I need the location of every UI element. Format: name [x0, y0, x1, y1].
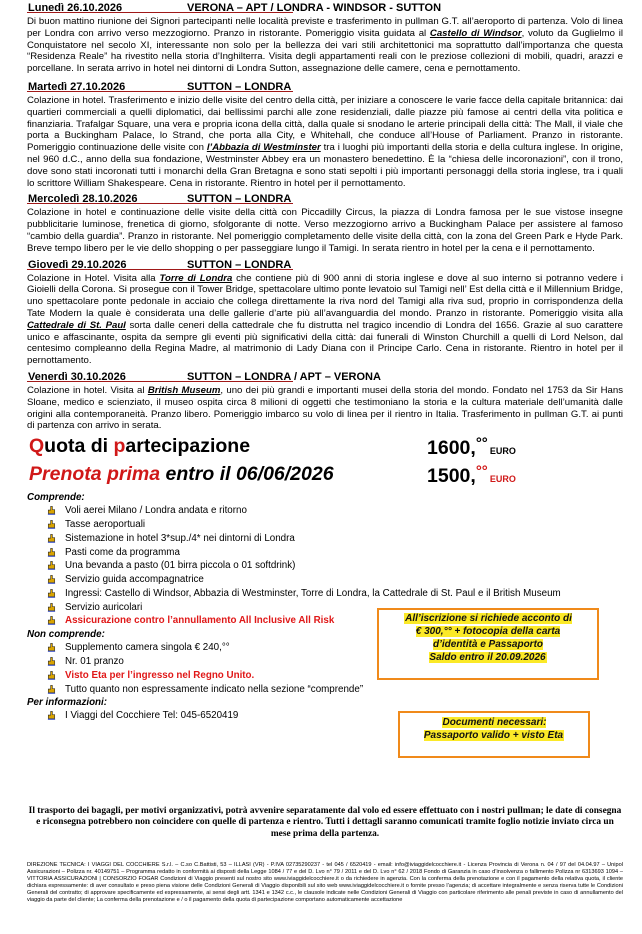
acconto-box: [377, 608, 599, 680]
pointing-hand-icon: [47, 575, 56, 584]
day-section: [27, 81, 623, 189]
list-item: [27, 546, 623, 560]
legal-text: DIREZIONE TECNICA: I VIAGGI DEL COCCHIERE S.r.l. – C.so C.Battisti, 53 – ILLASI (VR) - P.IVA 02735290237 - tel 045 / 6520419 - email: info@iviaggidelcocchiere.it - Licenza Provincia di Verona n. 04 / 97 del 04.04.97 – Unipol Assicurazioni – Polizza nr. 40149751 – Programma redatto in conformità ai disposti della Legge 1084 / 77 e del D. Lvo n° 79 / 2011 e del D. Lvo n° 62 / 2018 Fondo di Garanzia in caso d’insolvenza o fallimento Polizza nr 6313693 1094 – VITTORIA ASSICURAZIONI | CONSORZIO FOGAR Condizioni di Viaggio presenti sul nostro sito www.iviaggidelcocchiere.it o da richiedere in agenzia. Con la conferma della prenotazione e con il pagamento della relativa quota, il cliente dichiara espressamente: di aver consultato e preso piena visione delle Condizioni Generali di Viaggio disponibili sul sito web www.iviaggidelcocchiere.it o fornite presso l’agenzia; di accettare integralmente e senza riserva tutte le Condizioni Generali del contratto; di approvare specificamente ed espressamente, ai sensi degli artt. 1341 e 1342 c.c., le clausole indicate nelle Condizioni Generali di Viaggio con particolare riferimento alle penali previste in caso di annullamento del viaggio da parte del cliente; La conferma della prenotazione e / o il pagamento della quota di partecipazione comportano automaticamente accettazione: [27, 862, 623, 903]
day-description: [27, 273, 623, 367]
day-date: Martedì 27.10.2026: [28, 80, 126, 93]
itinerary: [27, 2, 623, 432]
day-description: [27, 16, 623, 75]
day-date: Lunedì 26.10.2026: [28, 2, 123, 14]
description-text: che contiene più di 900 anni di storia inglese e dove al suo interno si potranno vedere i Gioielli della Corona. Si prosegue con il Tower Bridge, spettacolare ultimo ponte levatoio sul Tamigi nell’ Est della città e il Millennium Bridge, uno spettacolare ponte pedonale in acciaio che collega direttamente la riva nord del Tamigi alla riva sud, proprio in corrispondenza della Tate Modern la quale è considerata una delle gallerie d’arte più all’avanguardia del mondo. Pranzo in ristorante. Pomeriggio visita alla: [27, 272, 623, 319]
day-header: [27, 193, 623, 207]
list-item-text: Supplemento camera singola € 240,°°: [65, 642, 230, 654]
description-text: Colazione in Hotel. Visita alla: [27, 272, 160, 284]
list-item-text: Servizio auricolari: [65, 601, 143, 613]
list-item-text: Tasse aeroportuali: [65, 518, 146, 530]
list-item: [27, 532, 623, 546]
list-item: [27, 683, 623, 697]
list-item-text: Sistemazione in hotel 3*sup./4* nei dintorni di Londra: [65, 532, 295, 544]
day-header: [27, 2, 623, 16]
pointing-hand-icon: [47, 520, 56, 529]
day-route: SUTTON – LONDRA: [187, 258, 292, 271]
pointing-hand-icon: [47, 603, 56, 612]
pointing-hand-icon: [47, 548, 56, 557]
description-text: Colazione in hotel e continuazione delle visite della città con Piccadilly Circus, la piazza di Londra famosa per le sue vistose insegne pubblicitarie luminose, frenetica di giorno, sfolgorante di notte. Verso mezzogiorno arrivo a Buckingham Palace per assistere al famoso “cambio della guardia”. Pranzo in ristorante. Nel pomeriggio completamento delle visite della città, con la zona del Green Park e Hyde Park. Breve tempo libero per le vie dello shopping o per passeggiare lungo il Tamigi. In serata rientro in hotel per la cena e il pernottamento.: [27, 207, 623, 254]
day-section: [27, 259, 623, 367]
day-route: SUTTON – LONDRA: [187, 80, 292, 93]
day-header: [27, 371, 623, 385]
day-section: [27, 2, 623, 75]
pointing-hand-icon: [47, 711, 56, 720]
pointing-hand-icon: [47, 589, 56, 598]
pointing-hand-icon: [47, 671, 56, 680]
landmark-name: Castello di Windsor: [429, 27, 522, 39]
day-route: VERONA – APT / LONDRA - WINDSOR - SUTTON: [187, 2, 442, 14]
landmark-name: Torre di Londra: [159, 272, 233, 284]
day-date: Venerdì 30.10.2026: [28, 370, 126, 383]
day-route: SUTTON – LONDRA / APT – VERONA: [187, 370, 381, 383]
pointing-hand-icon: [47, 643, 56, 652]
description-text: Colazione in hotel. Visita al: [27, 384, 148, 396]
documenti-text: Documenti necessari: Passaporto valido + visto Eta: [423, 717, 564, 741]
list-item-text: Pasti come da programma: [65, 546, 180, 558]
day-description: [27, 95, 623, 189]
prenota-prima-label: Prenota prima entro il 06/06/2026: [29, 463, 334, 486]
acconto-text: All’iscrizione si richiede acconto di € 300,°° + fotocopia della carta d’identità e Passaporto Saldo entro il 20.09.2026: [405, 613, 572, 663]
list-item: [27, 573, 623, 587]
landmark-name: Cattedrale di St. Paul: [27, 319, 126, 331]
pointing-hand-icon: [47, 657, 56, 666]
list-item: [27, 559, 623, 573]
description-text: Colazione in hotel. Trasferimento e inizio delle visite del centro della città, per iniziare a conoscere le varie facce della capitale britannica: dai quartieri commerciali a quelli diplomatici, dai bellissimi parchi alle zone residenziali, dalle piazze più famose ai centri della vita politica e finanziaria. Trafalgar Square, una vera e propria icona della città, dalla quale si snodano le arterie principali della città: The Mall, il viale che porta a Buckingham Palace, lo Strand, che porta alla City, e Whitehall, che conduce all’House of Parliament. Pranzo in ristorante. Pomeriggio continuazione delle visite con: [27, 94, 623, 154]
list-item-text: Una bevanda a pasto (01 birra piccola o 01 softdrink): [65, 560, 296, 572]
list-item-text: Tutto quanto non espressamente indicato nella sezione “comprende”: [65, 683, 364, 695]
day-header: [27, 259, 623, 273]
list-item-text: Servizio guida accompagnatrice: [65, 574, 204, 586]
day-date: Mercoledì 28.10.2026: [28, 193, 138, 206]
list-item-text: Voli aerei Milano / Londra andata e ritorno: [65, 505, 247, 517]
description-text: , uno dei più grandi e importanti musei della storia del mondo. Fondato nel 1753 da Sir Hans Sloane, medico e scienziato, il museo ospita circa 8 milioni di oggetti che testimoniano la storia e la cultura materiale dell’umanità dalle origini alla contemporaneità. Pranzo libero. Pomeriggio imbarco su volo di linea per il rientro in Italia. Trasferimento in pullman G.T. ai punti di partenza con arrivo in serata.: [27, 384, 624, 432]
day-description: [27, 385, 623, 432]
list-item-text: Nr. 01 pranzo: [65, 656, 124, 668]
list-item-text: Assicurazione contro l’annullamento All Inclusive All Risk: [65, 615, 335, 627]
list-item-text: I Viaggi del Cocchiere Tel: 045-6520419: [65, 710, 239, 722]
prenota-prima-amount: 1500,°° EURO: [427, 463, 516, 488]
pointing-hand-icon: [47, 685, 56, 694]
description-text: Di buon mattino riunione dei Signori partecipanti nelle località previste e trasferimento in pullman G.T. all’aeroporto di partenza. Volo di linea per Londra con arrivo verso mezzogiorno. Pranzo in ristorante. Pomeriggio visita guidata al: [27, 16, 623, 39]
list-item: [27, 504, 623, 518]
quota-row: [27, 435, 623, 463]
list-item: [27, 518, 623, 532]
bagagli-note: Il trasporto dei bagagli, per motivi organizzativi, potrà avvenire separatamente dal volo ed essere effettuato con i nostri pullman; le date di consegna e riconsegna potrebbero non coincidere con quelle di partenza e rientro. Tutti i dettagli saranno comunicati tramite foglio notizie inviato circa un mese prima della partenza.: [28, 806, 622, 839]
landmark-name: l’Abbazia di Westminster: [206, 142, 321, 154]
informazioni-title: Per informazioni:: [27, 697, 108, 709]
day-date: Giovedì 29.10.2026: [28, 258, 127, 271]
pointing-hand-icon: [47, 561, 56, 570]
prenota-prima-row: [27, 463, 623, 491]
day-description: [27, 207, 623, 254]
day-route: SUTTON – LONDRA: [187, 193, 292, 206]
list-item-text: Visto Eta per l’ingresso nel Regno Unito.: [65, 669, 255, 681]
day-section: [27, 193, 623, 254]
description-text: tra i luoghi più importanti della storia e della cultura inglese. In origine, nel 960 d.C., anno della sua fondazione, Westminster Abbey era un monastero benedettino. È la “chiesa delle incoronazioni”, con il trono, dove sono stati incoronati tutti i monarchi della Gran Bretagna e sono stati sepolti i più importanti personaggi della storia inglese, tra i quali lo scrittore William Shakespeare. Cena in ristorante. Rientro in hotel per il pernottamento.: [27, 142, 623, 189]
description-text: sorta dalle ceneri della cattedrale che fu distrutta nel tragico incendio di Londra del 1656. Grazie al suo carattere unico e affascinante, ospita da sempre gli eventi più significativi della città: dai funerali di Winston Churchill a quelli di Lord Nelson, dal centesimo compleanno della Regina Madre, al matrimonio di Lady Diana con il Principe Carlo. Cena in ristorante. Rientro in hotel per il pernottamento.: [27, 319, 623, 367]
pointing-hand-icon: [47, 506, 56, 515]
list-item-text: Ingressi: Castello di Windsor, Abbazia di Westminster, Torre di Londra, la Cattedrale di St. Paul e il British Museum: [65, 587, 561, 599]
comprende-title: Comprende:: [27, 492, 85, 504]
quota-label: Quota di partecipazione: [29, 435, 251, 458]
documenti-box: [398, 711, 590, 758]
non-comprende-title: Non comprende:: [27, 629, 105, 641]
description-text: , voluto da Guglielmo il Conquistatore nel secolo XI, interessante non solo per la bellezza dei vari stili architettonici ma soprattutto dall’importanza che questa “Residenza Reale” ha rivestito nella storia d’Inghilterra. Visita degli appartamenti reali con le preziose collezioni di mobili, quadri, arazzi e porcellane. In serata arrivo in hotel nei dintorni di Londra Sutton, assegnazione delle camere, cena e pernottamento.: [27, 27, 623, 75]
quota-amount: 1600,°° EURO: [427, 435, 516, 460]
landmark-name: British Museum: [147, 384, 221, 396]
day-section: [27, 371, 623, 432]
day-header: [27, 81, 623, 95]
pointing-hand-icon: [47, 616, 56, 625]
list-item: [27, 587, 623, 601]
pointing-hand-icon: [47, 534, 56, 543]
